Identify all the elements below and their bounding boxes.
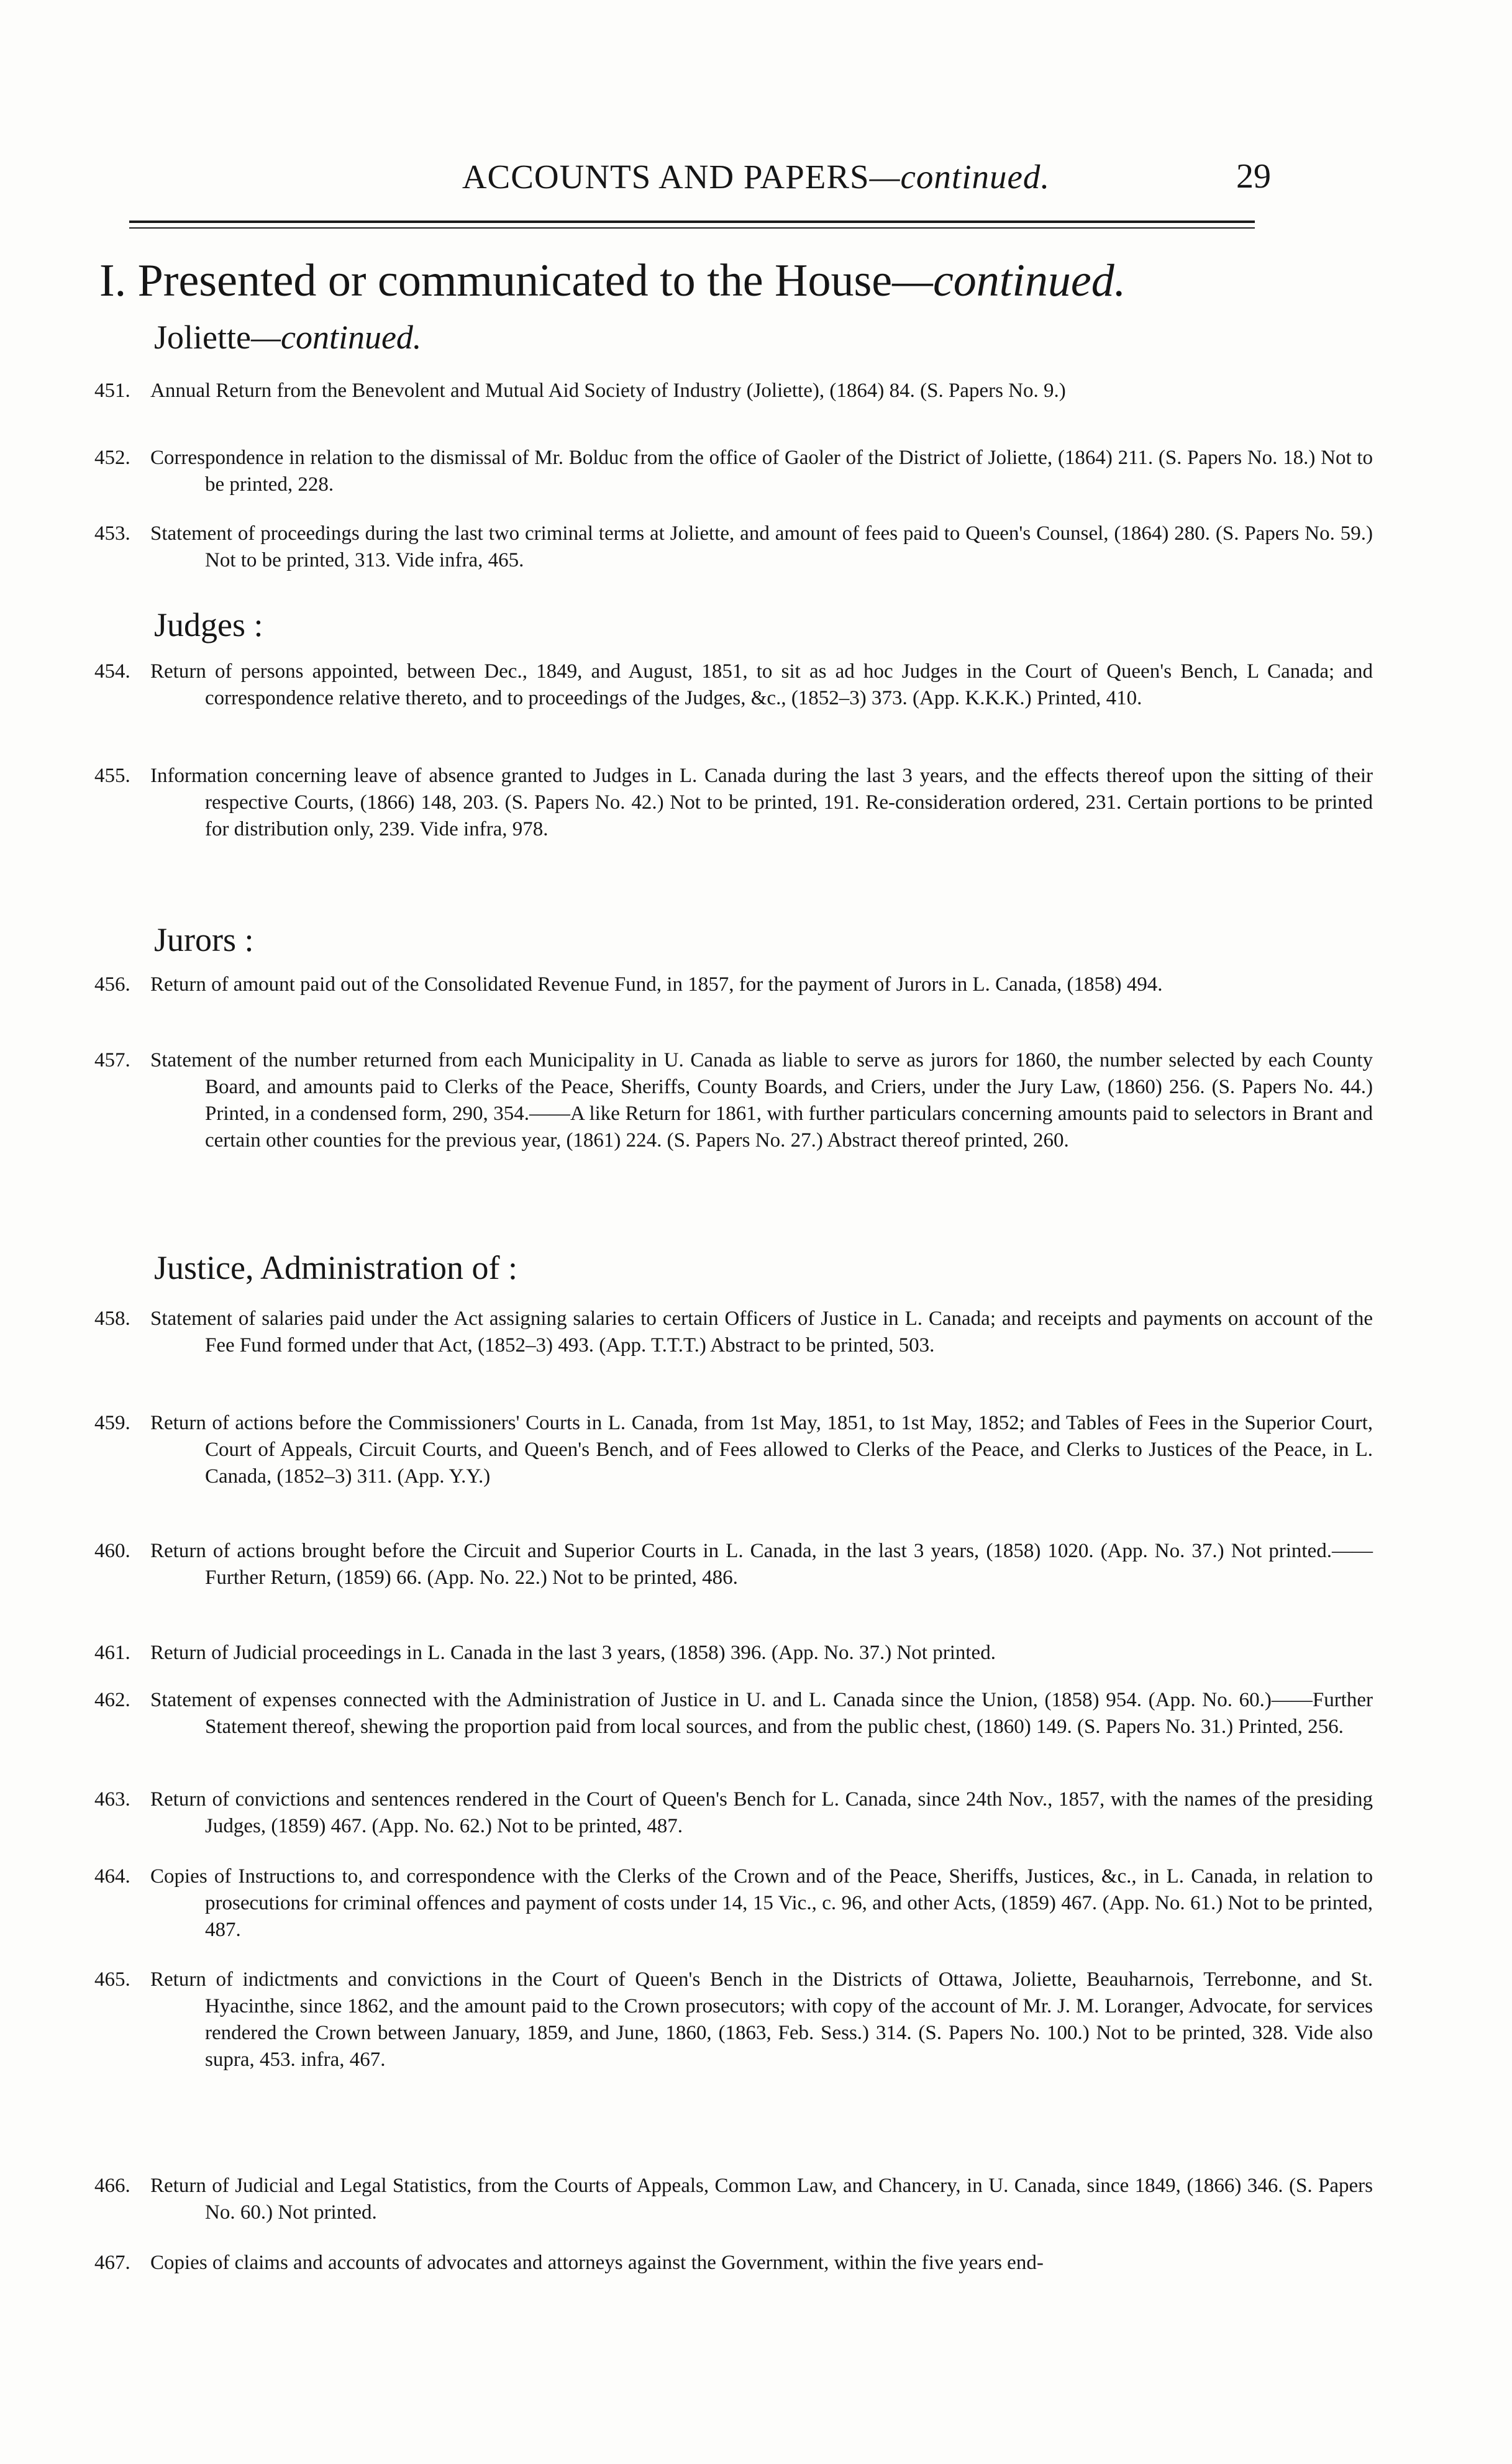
entry-text: Statement of proceedings during the last two criminal terms at Joliette, and amount of fees paid to Queen's Counsel, (1864) 280. (S. Papers No. 59.) Not to be printed, 313. Vide infra, 465. <box>150 522 1373 571</box>
subhead-justice: Justice, Administration of : <box>154 1249 517 1286</box>
entry-number: 463. <box>94 1788 130 1811</box>
header-rule <box>129 220 1255 223</box>
entry-464 <box>93 1863 1373 1943</box>
entry-457 <box>93 1047 1373 1154</box>
entry-452 <box>93 445 1373 498</box>
entry-number: 451. <box>94 380 130 402</box>
subhead-joliette <box>154 318 421 357</box>
entry-text: Copies of Instructions to, and correspondence with the Clerks of the Crown and of the Peace, Sheriffs, Justices, &c., in L. Canada, in relation to prosecutions for criminal offences and payment of costs under 14, 15 Vic., c. 96, and other Acts, (1859) 467. (App. No. 61.) Not to be printed, 487. <box>150 1865 1373 1941</box>
section-title-text: I. Presented or communicated to the House <box>99 255 893 306</box>
page-number: 29 <box>1236 157 1271 196</box>
entry-text: Statement of the number returned from each Municipality in U. Canada as liable to serve as jurors for 1860, the number selected by each County Board, and amounts paid to Clerks of the Peace, Sheriffs, County Boards, and Criers, under the Jury Law, (1860) 256. (S. Papers No. 44.) Printed, in a condensed form, 290, 354.——A like Return for 1861, with further particulars concerning amounts paid to selectors in Brant and certain other counties for the previous year, (1861) 224. (S. Papers No. 27.) Abstract thereof printed, 260. <box>150 1049 1373 1152</box>
running-title-suffix: —continued. <box>869 158 1050 196</box>
entry-455 <box>93 763 1373 843</box>
entry-466 <box>93 2173 1373 2226</box>
subhead-judges: Judges : <box>154 606 263 643</box>
entry-number: 457. <box>94 1049 130 1071</box>
entry-text: Return of Judicial proceedings in L. Canada in the last 3 years, (1858) 396. (App. No. 37.) Not printed. <box>150 1642 996 1664</box>
entry-number: 466. <box>94 2175 130 2197</box>
entry-text: Return of convictions and sentences rendered in the Court of Queen's Bench for L. Canada, since 24th Nov., 1857, with the names of the presiding Judges, (1859) 467. (App. No. 62.) Not to be printed, 487. <box>150 1788 1373 1837</box>
entry-456 <box>93 971 1373 998</box>
entry-number: 465. <box>94 1968 130 1991</box>
entry-number: 452. <box>94 447 130 469</box>
entry-number: 453. <box>94 522 130 545</box>
subhead-joliette-suffix: —continued. <box>250 319 422 356</box>
entry-text: Return of Judicial and Legal Statistics, from the Courts of Appeals, Common Law, and Chancery, in U. Canada, since 1849, (1866) 346. (S. Papers No. 60.) Not printed. <box>150 2175 1373 2224</box>
entry-text: Return of actions before the Commissioners' Courts in L. Canada, from 1st May, 1851, to 1st May, 1852; and Tables of Fees in the Superior Court, Court of Appeals, Circuit Courts, and Queen's Bench, and of Fees allowed to Clerks of the Peace, and Clerks to Justices of the Peace, in L. Canada, (1852–3) 311. (App. Y.Y.) <box>150 1412 1373 1488</box>
entry-number: 467. <box>94 2252 130 2274</box>
section-title <box>99 255 1126 307</box>
entry-453 <box>93 521 1373 574</box>
entry-460 <box>93 1538 1373 1591</box>
section-title-suffix: —continued. <box>892 255 1126 306</box>
running-header <box>0 157 1512 196</box>
entry-number: 461. <box>94 1642 130 1664</box>
entry-number: 458. <box>94 1307 130 1330</box>
entry-451 <box>93 378 1373 404</box>
entry-462 <box>93 1687 1373 1740</box>
entry-465 <box>93 1966 1373 2073</box>
entry-text: Return of indictments and convictions in the Court of Queen's Bench in the Districts of Ottawa, Joliette, Beauharnois, Terrebonne, and St. Hyacinthe, since 1862, and the amount paid to the Crown prosecutors; with copy of the account of Mr. J. M. Loranger, Advocate, for services rendered the Crown between January, 1859, and June, 1860, (1863, Feb. Sess.) 314. (S. Papers No. 100.) Not to be printed, 328. Vide also supra, 453. infra, 467. <box>150 1968 1373 2071</box>
entry-text: Copies of claims and accounts of advocates and attorneys against the Government, within the five years end- <box>150 2252 1044 2274</box>
entry-461 <box>93 1640 1373 1666</box>
entry-text: Return of actions brought before the Circuit and Superior Courts in L. Canada, in the last 3 years, (1858) 1020. (App. No. 37.) Not printed.——Further Return, (1859) 66. (App. No. 22.) Not to be printed, 486. <box>150 1540 1373 1589</box>
entry-463 <box>93 1786 1373 1840</box>
entry-text: Annual Return from the Benevolent and Mutual Aid Society of Industry (Joliette), (1864) 84. (S. Papers No. 9.) <box>150 380 1066 402</box>
running-title: ACCOUNTS AND PAPERS <box>462 158 870 196</box>
entry-text: Statement of salaries paid under the Act assigning salaries to certain Officers of Justice in L. Canada; and receipts and payments on account of the Fee Fund formed under that Act, (1852–3) 493. (App. T.T.T.) Abstract to be printed, 503. <box>150 1307 1373 1357</box>
entry-454 <box>93 658 1373 712</box>
entry-text: Return of amount paid out of the Consolidated Revenue Fund, in 1857, for the payment of Jurors in L. Canada, (1858) 494. <box>150 973 1163 996</box>
entry-467 <box>93 2250 1373 2276</box>
header-rule-thin <box>129 227 1255 229</box>
entry-459 <box>93 1410 1373 1490</box>
entry-458 <box>93 1306 1373 1359</box>
entry-number: 456. <box>94 973 130 996</box>
entry-number: 459. <box>94 1412 130 1434</box>
entry-number: 455. <box>94 765 130 787</box>
entry-number: 454. <box>94 660 130 683</box>
entry-number: 460. <box>94 1540 130 1562</box>
entry-text: Information concerning leave of absence granted to Judges in L. Canada during the last 3 years, and the effects thereof upon the sitting of their respective Courts, (1866) 148, 203. (S. Papers No. 42.) Not to be printed, 191. Re-consideration ordered, 231. Certain portions to be printed for distribution only, 239. Vide infra, 978. <box>150 765 1373 840</box>
entry-text: Return of persons appointed, between Dec., 1849, and August, 1851, to sit as ad hoc Judges in the Court of Queen's Bench, L Canada; and correspondence relative thereto, and to proceedings of the Judges, &c., (1852–3) 373. (App. K.K.K.) Printed, 410. <box>150 660 1373 709</box>
entry-text: Statement of expenses connected with the Administration of Justice in U. and L. Canada since the Union, (1858) 954. (App. No. 60.)——Further Statement thereof, shewing the proportion paid from local sources, and from the public chest, (1860) 149. (S. Papers No. 31.) Printed, 256. <box>150 1689 1373 1738</box>
entry-number: 462. <box>94 1689 130 1711</box>
entry-text: Correspondence in relation to the dismissal of Mr. Bolduc from the office of Gaoler of the District of Joliette, (1864) 211. (S. Papers No. 18.) Not to be printed, 228. <box>150 447 1373 496</box>
subhead-joliette-text: Joliette <box>154 319 251 356</box>
entry-number: 464. <box>94 1865 130 1888</box>
subhead-jurors: Jurors : <box>154 921 254 958</box>
